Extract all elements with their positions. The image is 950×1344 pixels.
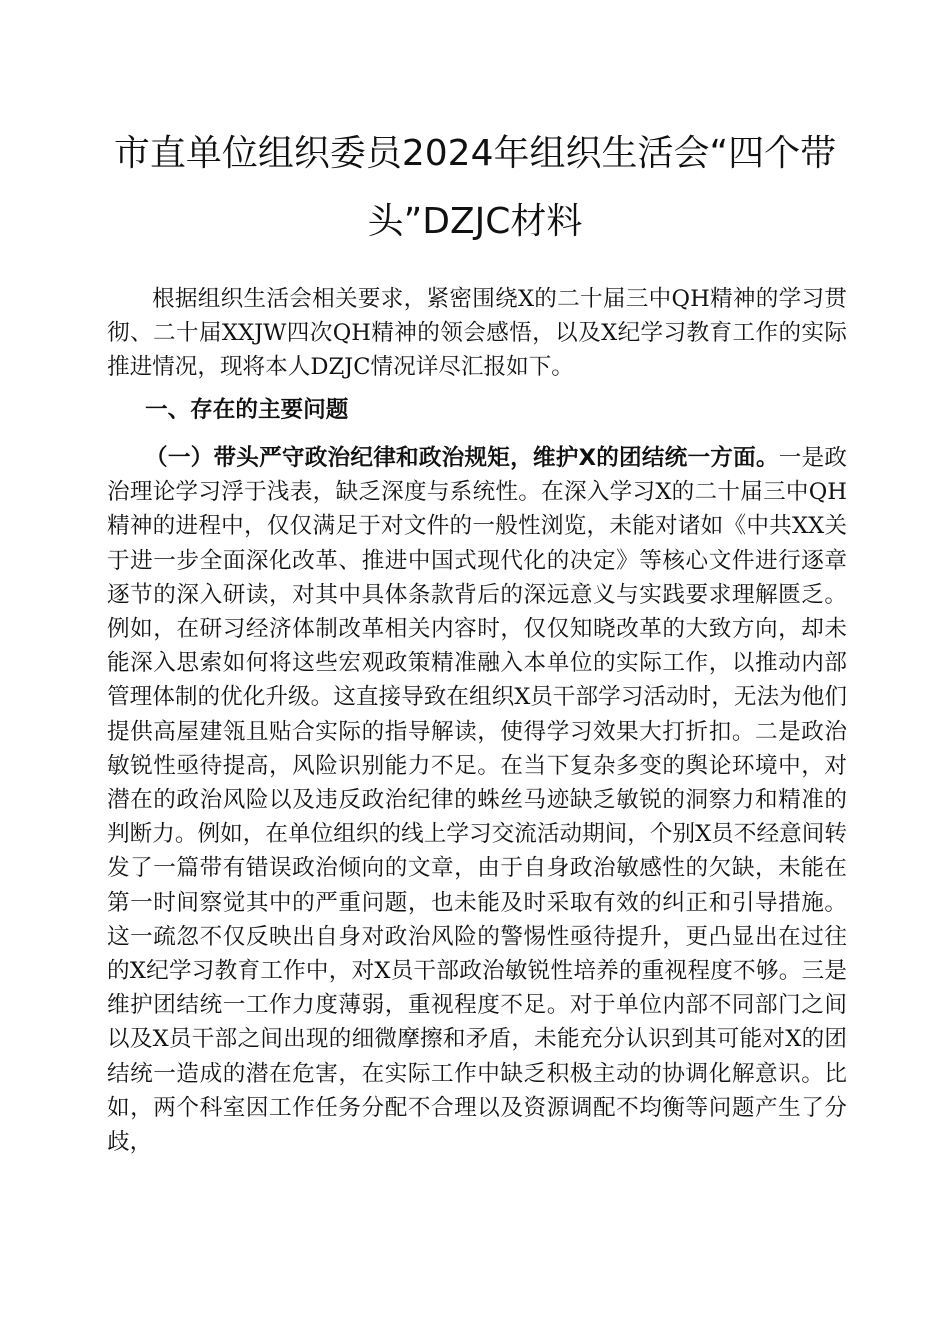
subsection-lead: （一）带头严守政治纪律和政治规矩，维护X的团结统一方面。 [145,445,779,471]
document-title-line1: 市直单位组织委员2024年组织生活会“四个带 [113,133,837,174]
document-title-line2: 头”DZJC材料 [367,201,583,242]
subsection-body: 一是政治理论学习浮于浅表，缺乏深度与系统性。在深入学习X的二十届三中QH精神的进程中，仅仅满足于对文件的一般性浏览，未能对诸如《中共XX关于进一步全面深化改革、推进中国式现代化的决定》等核心文件进行逐章逐节的深入研读，对其中具体条款背后的深远意义与实践要求理解匮乏。例如，在研习经济体制改革相关内容时，仅仅知晓改革的大致方向，却未能深入思索如何将这些宏观政策精准融入本单位的实际工作，以推动内部管理体制的优化升级。这直接导致在组织X员干部学习活动时，无法为他们提供高屋建瓴且贴合实际的指导解读，使得学习效果大打折扣。二是政治敏锐性亟待提高，风险识别能力不足。在当下复杂多变的舆论环境中，对潜在的政治风险以及违反政治纪律的蛛丝马迹缺乏敏锐的洞察力和精准的判断力。例如，在单位组织的线上学习交流活动期间，个别X员不经意间转发了一篇带有错误政治倾向的文章，由于自身政治敏感性的欠缺，未能在第一时间察觉其中的严重问题，也未能及时采取有效的纠正和引导措施。这一疏忽不仅反映出自身对政治风险的警惕性亟待提升，更凸显出在过往的X纪学习教育工作中，对X员干部政治敏锐性培养的重视程度不够。三是维护团结统一工作力度薄弱，重视程度不足。对于单位内部不同部门之间以及X员干部之间出现的细微摩擦和矛盾，未能充分认识到其可能对X的团结统一造成的潜在危害，在实际工作中缺乏积极主动的协调化解意识。比如，两个科室因工作任务分配不合理以及资源调配不均衡等问题产生了分歧， [107,445,847,1156]
section-heading: 一、存在的主要问题 [145,397,349,423]
subsection-paragraph [107,441,847,1321]
intro-paragraph: 根据组织生活会相关要求，紧密围绕X的二十届三中QH精神的学习贯彻、二十届XXJW四次QH精神的领会感悟，以及X纪学习教育工作的实际推进情况，现将本人DZJC情况详尽汇报如下。 [107,286,847,381]
